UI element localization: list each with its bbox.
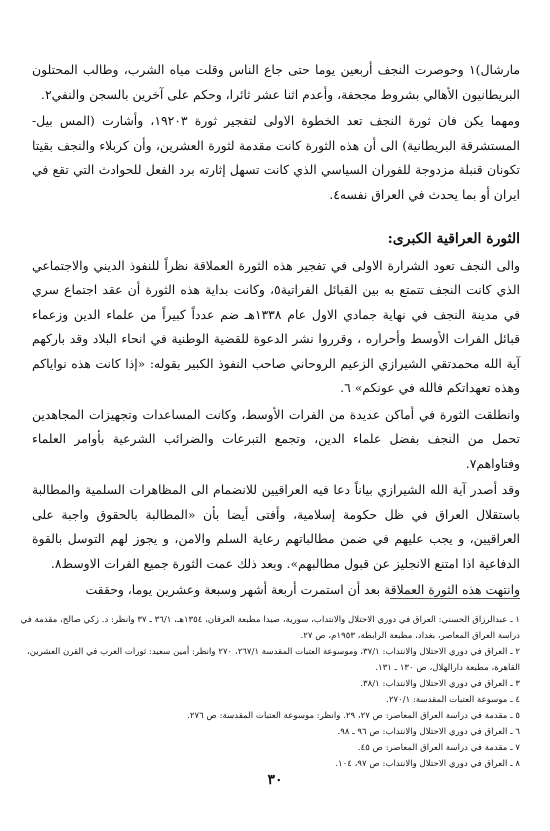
footnote: ٣ ـ العراق في دوري الاحتلال والانتداب: ٣٨/١. xyxy=(360,679,520,689)
paragraph: وانطلقت الثورة في أماكن عديدة من الفرات الأوسط، وكانت المساعدات وتجهيزات المجاهدين تحمل من النجف بفضل علماء الدين، وتجمع التبرعات والضرائب الشرعية بأوامر العلماء وفتاواهم٧. xyxy=(32,406,520,471)
footnote: ٤ ـ موسوعة العتبات المقدسة: ٢٧٠/١. xyxy=(386,695,520,705)
paragraph: وانتهت هذه الثورة العملاقة بعد أن استمرت أربعة أشهر وسبعة وعشرين يوما، وحققت xyxy=(85,582,520,597)
footnote: ٦ ـ العراق في دوري الاحتلال والانتداب: ص ٩٦ ـ ٩٨. xyxy=(337,727,520,737)
footnote: ٧ ـ مقدمة في دراسة العراق المعاصر: ص ٤٥. xyxy=(357,743,520,753)
main-text xyxy=(32,58,520,603)
paragraph: وقد أصدر آية الله الشيرازي بياناً دعا فيه العراقيين للانضمام الى المظاهرات السلمية والمطالبة باستقلال العراق في ظل حكومة إسلامية، وأفتى أيضا بأن «المطالبة بالحقوق واجبة على العراقيين، و يجب عليهم في ضمن مطالباتهم رعاية السلم والامن، و يجوز لهم التوسل بالقوة الدفاعية اذا امتنع الانجليز عن قبول مطالبهم». وبعد ذلك عمت الثورة جميع الفرات الاوسط٨. xyxy=(32,482,520,571)
section-heading: الثورة العراقية الكبرى: xyxy=(387,231,520,247)
footnote: ٥ ـ مقدمة في دراسة العراق المعاصر: ص ٢٧، ٢٩. وانظر: موسوعة العتبات المقدسة: ص ٢٧٦. xyxy=(187,711,520,721)
paragraph: والى النجف تعود الشرارة الاولى في تفجير هذه الثورة العملاقة نظراً للنفوذ الديني والاجتماعي الذي كانت النجف تتمتع به بين القبائل الفراتية٥، وكانت بداية هذه الثورة أن عقد اجتماع سري في مدينة النجف في نهاية جمادي الاول عام ١٣٣٨هـ ضم عدداً كبيراً من علماء الدين وزعماء قبائل الفرات الأوسط وأحراره ، وقرروا نشر الدعوة للقضية الوطنية في انحاء البلاد وقد باركهم آية الله محمدتقي الشيرازي الزعيم الروحاني صاحب النفوذ الكبير بقوله: «إذا كانت هذه نواياكم وهذه تعهداتكم فالله في عونكم» ٦. xyxy=(32,257,520,395)
footnote: ١ ـ عبدالرزاق الحسني: العراق في دوري الاحتلال والانتداب، سورية، صيدا مطبعة العرفان، ١٣٥٤هـ، ٣٦/١ ـ ٣٧ وانظر: د. زكي صالح، مقدمة في دراسة العراق المعاصر، بغداد، مطبعة الرابطة، ١٩٥٣م، ص ٢٧. xyxy=(20,615,520,641)
paragraph: ومهما يكن فان ثورة النجف تعد الخطوة الاولى لتفجير ثورة ١٩٢٠٣، وأشارت (المس بيل- المستشرقة البريطانية) الى أن هذه الثورة كانت مقدمة لثورة العشرين، وأن كربلاء والنجف بقيتا تكونان قنبلة مزدوجة للفوران السياسي الذي كانت تسهل إثارته برد الفعل للحوادث التي تقع في ايران أو بما يحدث في العراق نفسه٤. xyxy=(32,113,520,202)
paragraph: مارشال)١ وحوصرت النجف أربعين يوما حتى جاع الناس وقلت مياه الشرب، وطالب المحتلون البريطانيون الأهالي بشروط مجحفة، وأعدم اثنا عشر ثائرا، وحكم على آخرين بالسجن والنفي٢. xyxy=(32,62,520,102)
page-number: ٣٠ xyxy=(267,772,283,788)
footnote: ٨ ـ العراق في دوري الاحتلال والانتداب: ص ٩٧، ١٠٤. xyxy=(335,759,520,769)
footnotes xyxy=(20,612,520,772)
footnote: ٢ ـ العراق في دوري الاحتلال والانتداب: ٣٧/١، وموسوعة العتبات المقدسة ٢٦٧/١، ٢٧٠ وانظر: أمين سعيد: ثورات العرب في القرن العشرين، القاهرة، مطبعة دارالهلال، ص ١٣٠ ـ ١٣١. xyxy=(26,647,520,673)
footnote-divider xyxy=(390,598,520,599)
